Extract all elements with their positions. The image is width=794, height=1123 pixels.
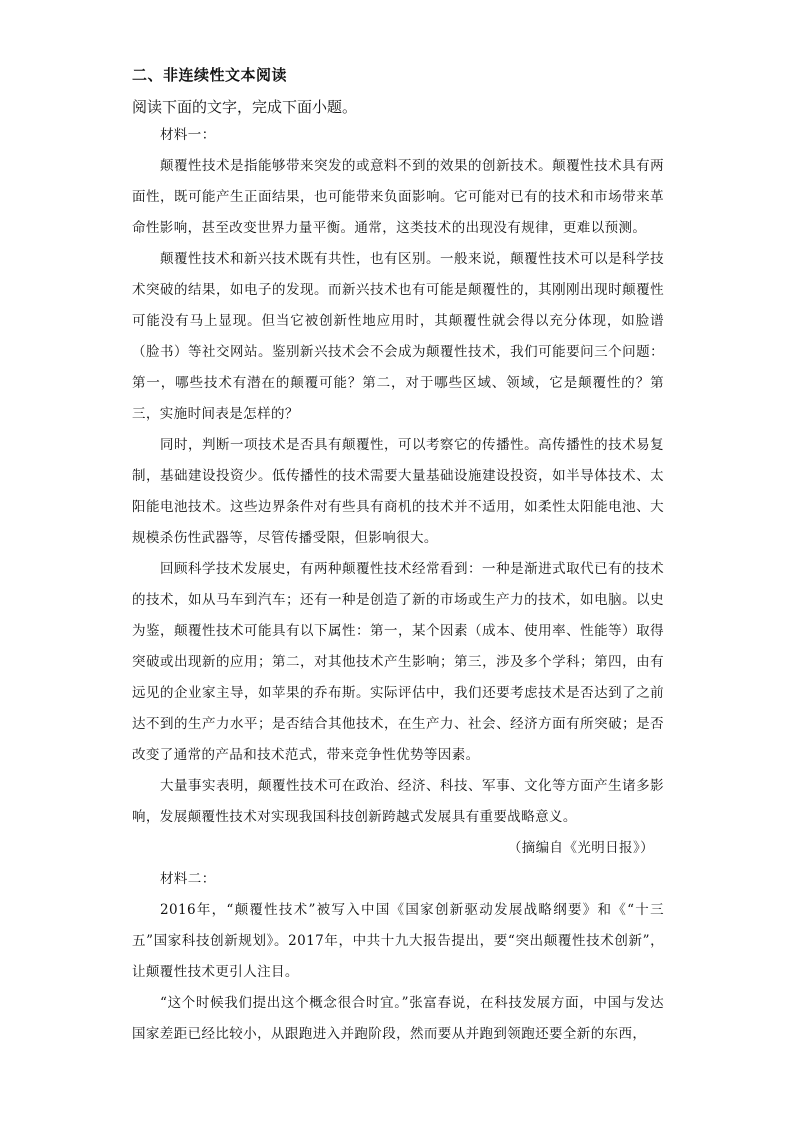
material-label: 材料一： (160, 127, 216, 143)
material-label: 材料二： (160, 871, 216, 887)
paragraph: 同时，判断一项技术是否具有颠覆性，可以考察它的传播性。高传播性的技术易复制，基础建设投资少。低传播性的技术需要大量基础设施建设投资，如半导体技术、太阳能电池技术。这些边界条件对有些具有商机的技术并不适用，如柔性太阳能电池、大规模杀伤性武器等，尽管传播受限，但影响很大。 (132, 437, 664, 546)
paragraph: 回顾科学技术发展史，有两种颠覆性技术经常看到：一种是渐进式取代已有的技术的技术，如从马车到汽车；还有一种是创造了新的市场或生产力的技术，如电脑。以史为鉴，颠覆性技术可能具有以下属性：第一，某个因素（成本、使用率、性能等）取得突破或出现新的应用；第二，对其他技术产生影响；第三，涉及多个学科；第四，由有远见的企业家主导，如苹果的乔布斯。实际评估中，我们还要考虑技术是否达到了之前达不到的生产力水平；是否结合其他技术，在生产力、社会、经济方面有所突破；是否改变了通常的产品和技术范式，带来竞争性优势等因素。 (132, 561, 664, 763)
paragraph: “这个时候我们提出这个概念很合时宜。”张富春说，在科技发展方面，中国与发达国家差距已经比较小，从跟跑进入并跑阶段，然而要从并跑到领跑还要全新的东西， (132, 995, 664, 1042)
reading-material (132, 120, 664, 1050)
paragraph: 大量事实表明，颠覆性技术可在政治、经济、科技、军事、文化等方面产生诸多影响，发展颠覆性技术对实现我国科技创新跨越式发展具有重要战略意义。 (132, 778, 664, 825)
instruction-text: 阅读下面的文字，完成下面小题。 (132, 98, 358, 116)
section-heading: 二、非连续性文本阅读 (132, 66, 288, 84)
paragraph: 颠覆性技术和新兴技术既有共性，也有区别。一般来说，颠覆性技术可以是科学技术突破的结果，如电子的发现。而新兴技术也有可能是颠覆性的，其刚刚出现时颠覆性可能没有马上显现。但当它被创新性地应用时，其颠覆性就会得以充分体现，如脸谱（脸书）等社交网站。鉴别新兴技术会不会成为颠覆性技术，我们可能要问三个问题：第一，哪些技术有潜在的颠覆可能？第二，对于哪些区域、领域，它是颠覆性的？第三，实施时间表是怎样的？ (132, 251, 664, 422)
source-citation: （摘编自《光明日报》） (507, 840, 654, 856)
paragraph: 2016年，“颠覆性技术”被写入中国《国家创新驱动发展战略纲要》和《“十三五”国家科技创新规划》。2017年，中共十九大报告提出，要“突出颠覆性技术创新”，让颠覆性技术更引人注目。 (132, 902, 664, 980)
paragraph: 颠覆性技术是指能够带来突发的或意料不到的效果的创新技术。颠覆性技术具有两面性，既可能产生正面结果，也可能带来负面影响。它可能对已有的技术和市场带来革命性影响，甚至改变世界力量平衡。通常，这类技术的出现没有规律，更难以预测。 (132, 158, 664, 236)
